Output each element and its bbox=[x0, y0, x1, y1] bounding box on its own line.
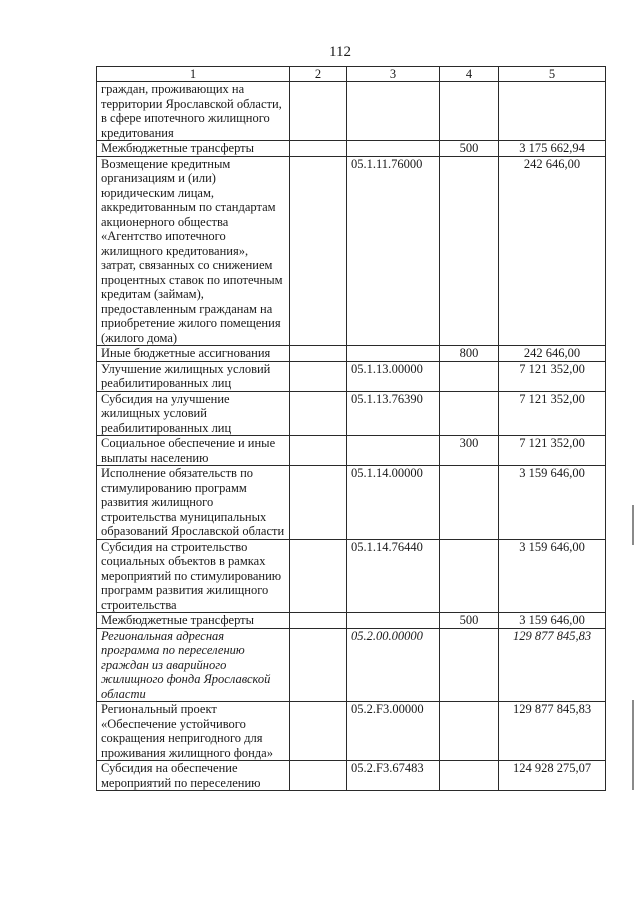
row-col2-cell bbox=[290, 82, 347, 141]
scan-edge-mark bbox=[632, 700, 634, 790]
table-row bbox=[97, 156, 606, 346]
row-col2-cell bbox=[290, 539, 347, 613]
row-name-cell: Региональный проект «Обеспечение устойчивого сокращения непригодного для проживания жилищного фонда» bbox=[97, 702, 290, 761]
row-amount-cell: 242 646,00 bbox=[499, 346, 606, 362]
row-name-cell: Субсидия на улучшение жилищных условий реабилитированных лиц bbox=[97, 391, 290, 436]
row-code-cell bbox=[347, 436, 440, 466]
row-amount-cell: 3 175 662,94 bbox=[499, 141, 606, 157]
row-code-cell: 05.1.14.76440 bbox=[347, 539, 440, 613]
row-code-cell bbox=[347, 613, 440, 629]
row-name-cell: Межбюджетные трансферты bbox=[97, 141, 290, 157]
row-expense-kind-cell: 300 bbox=[440, 436, 499, 466]
row-expense-kind-cell bbox=[440, 82, 499, 141]
row-col2-cell bbox=[290, 628, 347, 702]
row-name-cell: Субсидия на строительство социальных объектов в рамках мероприятий по стимулированию программ развития жилищного строительства bbox=[97, 539, 290, 613]
row-name-cell: Возмещение кредитным организациям и (или) юридическим лицам, аккредитованным по стандартам акционерного общества «Агентство ипотечного жилищного кредитования», затрат, связанных со снижением процентных ставок по ипотечным кредитам (займам), предоставленным гражданам на приобретение жилого помещения (жилого дома) bbox=[97, 156, 290, 346]
table-row bbox=[97, 82, 606, 141]
row-name-cell: Иные бюджетные ассигнования bbox=[97, 346, 290, 362]
row-name-cell: Межбюджетные трансферты bbox=[97, 613, 290, 629]
row-expense-kind-cell bbox=[440, 156, 499, 346]
row-expense-kind-cell bbox=[440, 761, 499, 791]
row-col2-cell bbox=[290, 702, 347, 761]
table-row bbox=[97, 391, 606, 436]
table-row bbox=[97, 361, 606, 391]
row-expense-kind-cell bbox=[440, 391, 499, 436]
table-row bbox=[97, 628, 606, 702]
row-name-cell: Улучшение жилищных условий реабилитированных лиц bbox=[97, 361, 290, 391]
row-code-cell: 05.2.F3.67483 bbox=[347, 761, 440, 791]
table-row bbox=[97, 761, 606, 791]
row-code-cell: 05.1.14.00000 bbox=[347, 466, 440, 540]
row-amount-cell: 3 159 646,00 bbox=[499, 466, 606, 540]
row-name-cell: граждан, проживающих на территории Ярославской области, в сфере ипотечного жилищного кредитования bbox=[97, 82, 290, 141]
row-expense-kind-cell bbox=[440, 539, 499, 613]
row-col2-cell bbox=[290, 613, 347, 629]
row-code-cell: 05.2.F3.00000 bbox=[347, 702, 440, 761]
row-col2-cell bbox=[290, 761, 347, 791]
row-code-cell bbox=[347, 141, 440, 157]
row-code-cell bbox=[347, 82, 440, 141]
row-col2-cell bbox=[290, 391, 347, 436]
table-row bbox=[97, 141, 606, 157]
column-header-2: 2 bbox=[290, 67, 347, 82]
scan-edge-mark bbox=[632, 505, 634, 545]
row-code-cell: 05.1.13.76390 bbox=[347, 391, 440, 436]
column-header-3: 3 bbox=[347, 67, 440, 82]
row-amount-cell bbox=[499, 82, 606, 141]
row-col2-cell bbox=[290, 361, 347, 391]
row-expense-kind-cell bbox=[440, 702, 499, 761]
row-amount-cell: 242 646,00 bbox=[499, 156, 606, 346]
header-row bbox=[97, 67, 606, 82]
table-row bbox=[97, 346, 606, 362]
row-expense-kind-cell bbox=[440, 628, 499, 702]
row-amount-cell: 124 928 275,07 bbox=[499, 761, 606, 791]
row-expense-kind-cell: 500 bbox=[440, 141, 499, 157]
budget-table bbox=[96, 66, 606, 791]
row-col2-cell bbox=[290, 156, 347, 346]
column-header-1: 1 bbox=[97, 67, 290, 82]
row-amount-cell: 129 877 845,83 bbox=[499, 702, 606, 761]
row-code-cell: 05.1.11.76000 bbox=[347, 156, 440, 346]
row-expense-kind-cell bbox=[440, 361, 499, 391]
row-amount-cell: 129 877 845,83 bbox=[499, 628, 606, 702]
column-header-5: 5 bbox=[499, 67, 606, 82]
page-number: 112 bbox=[329, 44, 351, 60]
table-row bbox=[97, 613, 606, 629]
row-expense-kind-cell: 800 bbox=[440, 346, 499, 362]
row-code-cell bbox=[347, 346, 440, 362]
row-code-cell: 05.2.00.00000 bbox=[347, 628, 440, 702]
table-row bbox=[97, 436, 606, 466]
column-header-4: 4 bbox=[440, 67, 499, 82]
row-expense-kind-cell: 500 bbox=[440, 613, 499, 629]
row-col2-cell bbox=[290, 466, 347, 540]
row-col2-cell bbox=[290, 346, 347, 362]
table-row bbox=[97, 466, 606, 540]
row-amount-cell: 7 121 352,00 bbox=[499, 436, 606, 466]
table-row bbox=[97, 539, 606, 613]
row-name-cell: Социальное обеспечение и иные выплаты населению bbox=[97, 436, 290, 466]
row-amount-cell: 7 121 352,00 bbox=[499, 391, 606, 436]
row-name-cell: Региональная адресная программа по переселению граждан из аварийного жилищного фонда Ярославской области bbox=[97, 628, 290, 702]
row-expense-kind-cell bbox=[440, 466, 499, 540]
row-col2-cell bbox=[290, 436, 347, 466]
row-col2-cell bbox=[290, 141, 347, 157]
row-amount-cell: 3 159 646,00 bbox=[499, 539, 606, 613]
row-code-cell: 05.1.13.00000 bbox=[347, 361, 440, 391]
table-row bbox=[97, 702, 606, 761]
row-name-cell: Субсидия на обеспечение мероприятий по переселению bbox=[97, 761, 290, 791]
table-body bbox=[97, 82, 606, 791]
row-name-cell: Исполнение обязательств по стимулированию программ развития жилищного строительства муниципальных образований Ярославской области bbox=[97, 466, 290, 540]
row-amount-cell: 3 159 646,00 bbox=[499, 613, 606, 629]
row-amount-cell: 7 121 352,00 bbox=[499, 361, 606, 391]
